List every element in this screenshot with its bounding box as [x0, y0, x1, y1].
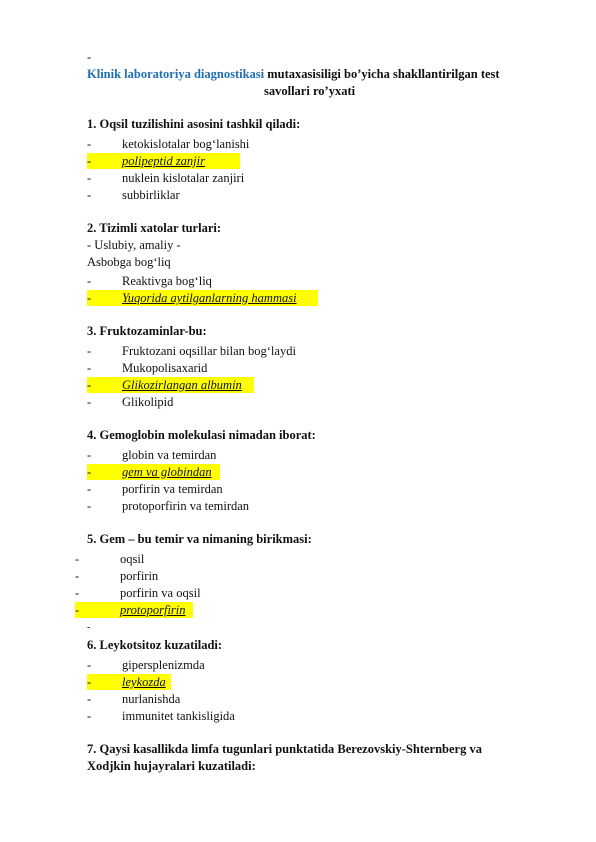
- question-2-title: 2. Tizimli xatolar turlari:: [87, 221, 222, 235]
- question-1-option-1: - ketokislotalar bog‘lanishi: [87, 137, 250, 151]
- question-6-title: 6. Leykotsitoz kuzatiladi:: [87, 638, 223, 652]
- question-2-option-1: - Reaktivga bog‘liq: [87, 274, 212, 288]
- question-7-title-line-1: 7. Qaysi kasallikda limfa tugunlari punktatida Berezovskiy-Shternberg va: [87, 742, 482, 756]
- question-5-option-4-correct: - protoporfirin: [75, 602, 193, 618]
- question-3-option-4: - Glikolipid: [87, 395, 174, 409]
- question-1-option-2-correct: - polipeptid zanjir: [87, 153, 240, 169]
- question-4-title: 4. Gemoglobin molekulasi nimadan iborat:: [87, 428, 316, 442]
- document-title: [87, 67, 500, 82]
- question-1-option-4: - subbirliklar: [87, 188, 180, 202]
- title-rest: mutaxasisiligi bo’yicha shakllantirilgan test: [264, 67, 500, 81]
- header-top-dash: -: [87, 50, 92, 64]
- question-6-option-4: - immunitet tankisligida: [87, 709, 235, 723]
- question-1-title: 1. Oqsil tuzilishini asosini tashkil qiladi:: [87, 117, 301, 131]
- question-3-option-3-correct: - Glikozirlangan albumin: [87, 377, 254, 393]
- question-5-option-2: - porfirin: [75, 569, 159, 583]
- question-6-option-2-correct: - leykozda: [87, 674, 171, 690]
- document-title-line2: savollari ro’yxati: [264, 84, 356, 98]
- title-accent: Klinik laboratoriya diagnostikasi: [87, 67, 265, 81]
- question-2-line-1: - Uslubiy, amaliy -: [87, 238, 181, 252]
- question-2-option-2-correct: - Yuqorida aytilganlarning hammasi: [87, 290, 318, 306]
- question-4-option-3: - porfirin va temirdan: [87, 482, 223, 496]
- question-6-option-1: - gipersplenizmda: [87, 658, 205, 672]
- question-5-title: 5. Gem – bu temir va nimaning birikmasi:: [87, 532, 312, 546]
- question-1-option-3: - nuklein kislotalar zanjiri: [87, 171, 245, 185]
- question-3-option-2: - Mukopolisaxarid: [87, 361, 208, 375]
- question-4-option-1: - globin va temirdan: [87, 448, 217, 462]
- question-3-title: 3. Fruktozaminlar-bu:: [87, 324, 207, 338]
- question-2-line-2: Asbobga bog‘liq: [87, 255, 171, 269]
- question-3-option-1: - Fruktozani oqsillar bilan bog‘laydi: [87, 344, 296, 358]
- question-6-option-3: - nurlanishda: [87, 692, 181, 706]
- question-4-option-4: - protoporfirin va temirdan: [87, 499, 250, 513]
- question-7-title-line-2: Xodjkin hujayralari kuzatiladi:: [87, 759, 256, 773]
- question-5-option-3: - porfirin va oqsil: [75, 586, 201, 600]
- question-5-option-1: - oqsil: [75, 552, 145, 566]
- question-6-pre-dash: -: [87, 622, 91, 633]
- question-4-option-2-correct: - gem va globindan: [87, 464, 220, 480]
